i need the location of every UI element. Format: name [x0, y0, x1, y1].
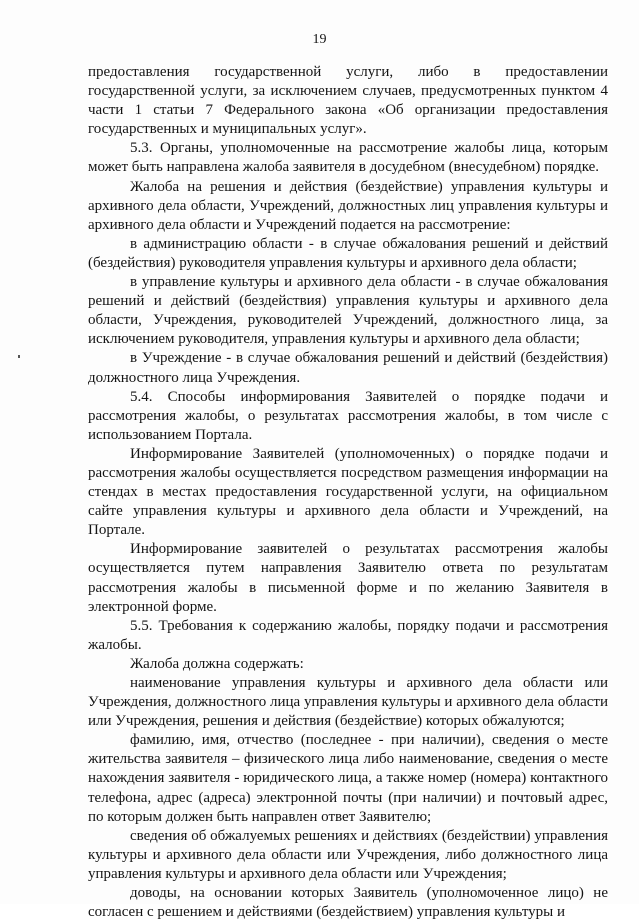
paragraph: Информирование Заявителей (уполномоченных) о порядке подачи и рассмотрения жалобы осуществляется посредством размещения информации на стендах в местах предоставления государственной услуги, на официальном сайте управления культуры и архивного дела области и Учреждений, на Портале.: [88, 445, 608, 539]
paragraph: фамилию, имя, отчество (последнее - при наличии), сведения о месте жительства заявителя – физического лица либо наименование, сведения о месте нахождения заявителя - юридического лица, а также номер (номера) контактного телефона, адрес (адреса) электронной почты (при наличии) и почтовый адрес, по которым должен быть направлен ответ Заявителю;: [88, 732, 608, 825]
paragraph: доводы, на основании которых Заявитель (уполномоченное лицо) не согласен с решением и действиями (бездействием) управления культуры и: [88, 885, 608, 921]
paragraph: 5.5. Требования к содержанию жалобы, порядку подачи и рассмотрения жалобы.: [88, 617, 608, 653]
paragraph: 5.3. Органы, уполномоченные на рассмотрение жалобы лица, которым может быть направлена жалоба заявителя в досудебном (внесудебном) порядке.: [88, 140, 608, 176]
scan-mark: [18, 355, 20, 358]
paragraph: наименование управления культуры и архивного дела области или Учреждения, должностного лица управления культуры и архивного дела области или Учреждения, решения и действия (бездействие) которых обжалуются;: [88, 675, 608, 730]
paragraph: Информирование заявителей о результатах рассмотрения жалобы осуществляется путем направления Заявителю ответа по результатам рассмотрения жалобы в письменной форме и по желанию Заявителя в электронной форме.: [88, 541, 608, 615]
paragraph: предоставления государственной услуги, либо в предоставлении государственной услуги, за исключением случаев, предусмотренных пунктом 4 части 1 статьи 7 Федерального закона «Об организации предоставления государственных и муниципальных услуг».: [88, 64, 608, 138]
paragraph: Жалоба должна содержать:: [130, 655, 304, 672]
paragraph: сведения об обжалуемых решениях и действиях (бездействии) управления культуры и архивного дела области или Учреждения, либо должностного лица управления культуры и архивного дела области или Учреждения;: [88, 827, 608, 882]
page-number: 19: [312, 32, 327, 47]
paragraph: в администрацию области - в случае обжалования решений и действий (бездействия) руководителя управления культуры и архивного дела области;: [88, 235, 608, 271]
paragraph: Жалоба на решения и действия (бездействие) управления культуры и архивного дела области, Учреждений, должностных лиц управления культуры и архивного дела области и Учреждений подается на рассмотрение:: [88, 178, 608, 233]
paragraph: в Учреждение - в случае обжалования решений и действий (бездействия) должностного лица Учреждения.: [88, 350, 608, 386]
document-body: [88, 63, 608, 922]
paragraph: 5.4. Способы информирования Заявителей о порядке подачи и рассмотрения жалобы, о результатах рассмотрения жалобы, в том числе с использованием Портала.: [88, 388, 608, 443]
paragraph: в управление культуры и архивного дела области - в случае обжалования решений и действий (бездействия) управления культуры и архивного дела области, Учреждения, руководителей Учреждений, должностного лица, за исключением руководителя, управления культуры и архивного дела области;: [88, 274, 608, 348]
